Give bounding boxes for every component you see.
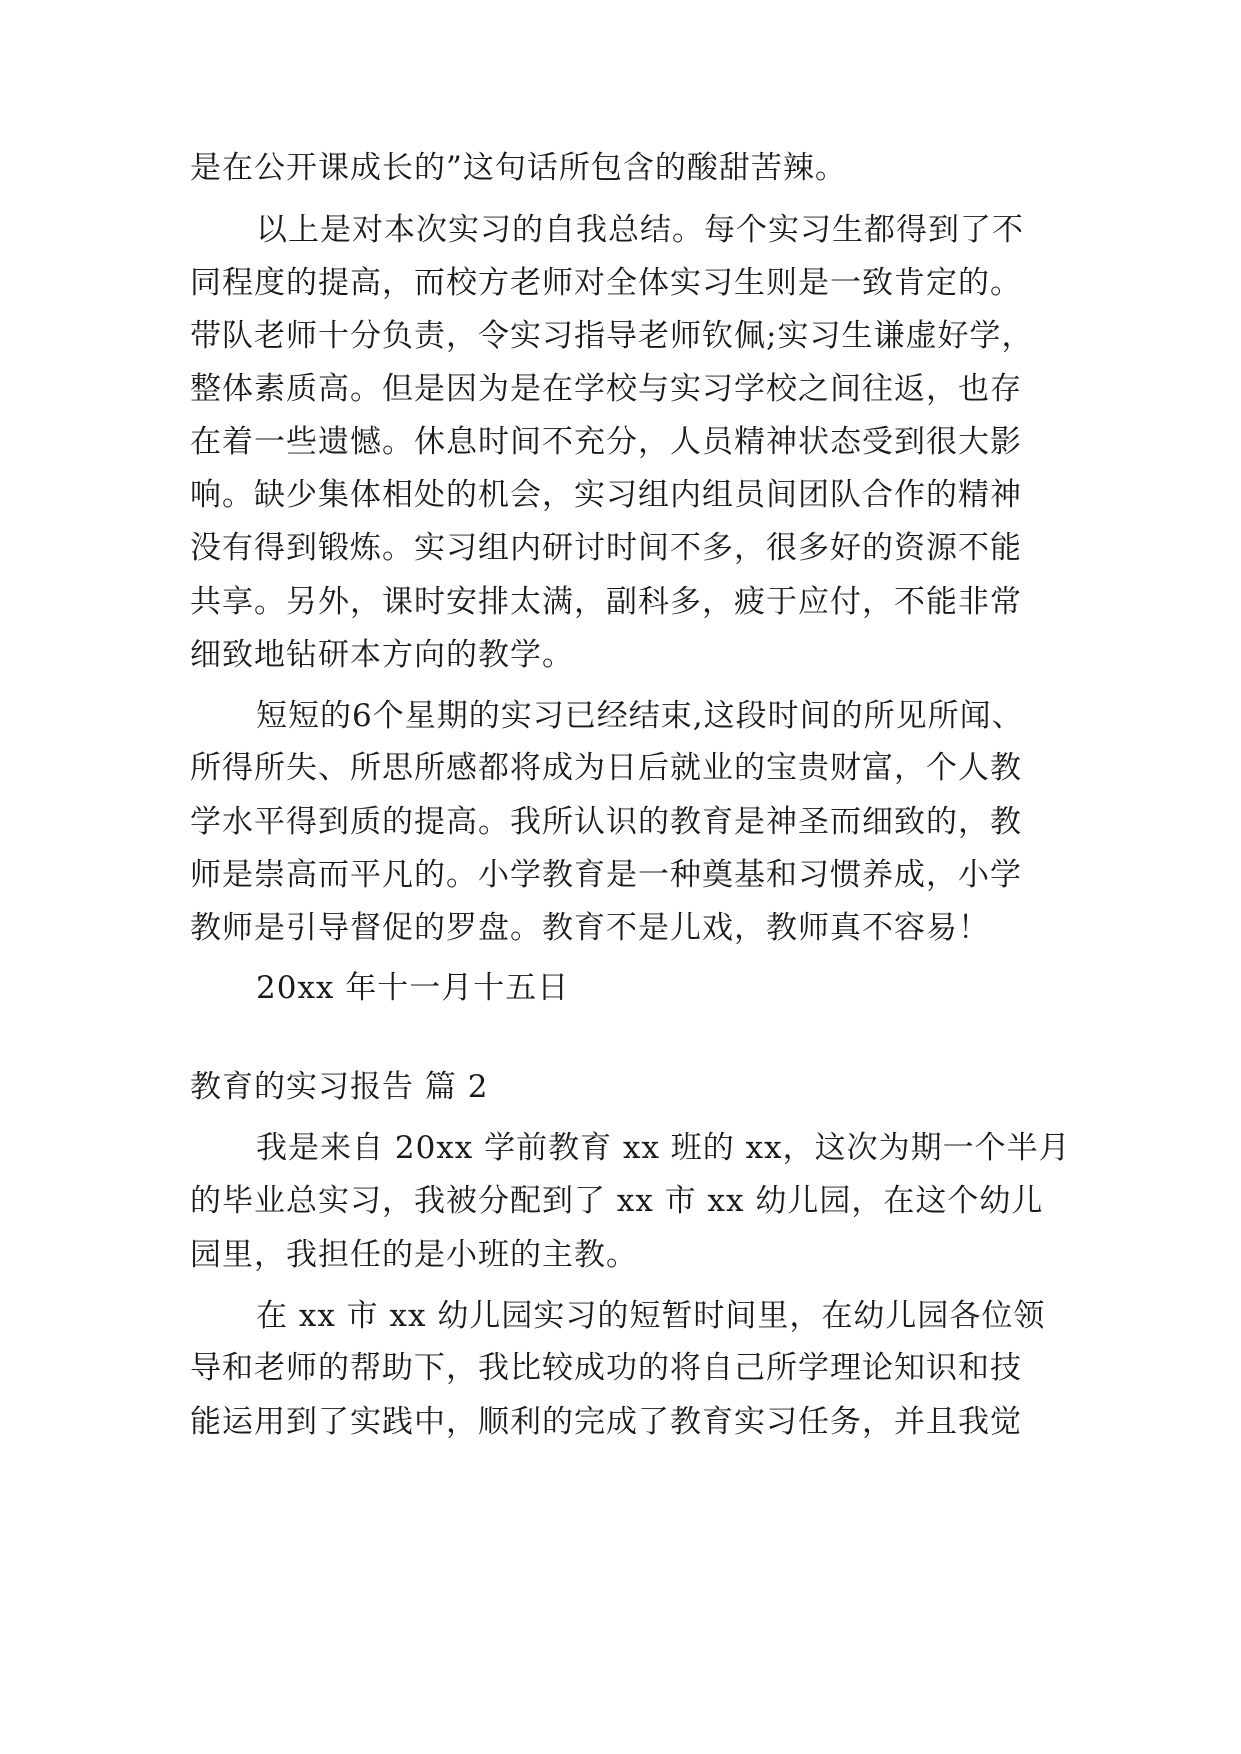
text-line: 师是崇高而平凡的。小学教育是一种奠基和习惯养成，小学 (190, 857, 1022, 893)
text-line: 导和老师的帮助下，我比较成功的将自己所学理论知识和技 (190, 1350, 1022, 1386)
text-line: 以上是对本次实习的自我总结。每个实习生都得到了不 (256, 212, 1024, 248)
text-line: 没有得到锻炼。实习组内研讨时间不多，很多好的资源不能 (190, 530, 1022, 566)
text-line: 在 xx 市 xx 幼儿园实习的短暂时间里，在幼儿园各位领 (256, 1298, 1046, 1334)
text-line: 学水平得到质的提高。我所认识的教育是神圣而细致的，教 (190, 804, 1022, 840)
text-line: 带队老师十分负责，令实习指导老师钦佩;实习生谦虚好学， (190, 318, 1034, 354)
text-line: 共享。另外，课时安排太满，副科多，疲于应付，不能非常 (190, 584, 1022, 620)
text-line: 的毕业总实习，我被分配到了 xx 市 xx 幼儿园，在这个幼儿 (190, 1183, 1044, 1219)
text-line: 所得所失、所思所感都将成为日后就业的宝贵财富，个人教 (190, 750, 1022, 786)
text-line: 园里，我担任的是小班的主教。 (190, 1237, 638, 1273)
text-line: 我是来自 20xx 学前教育 xx 班的 xx，这次为期一个半月 (256, 1130, 1071, 1166)
text-line: 同程度的提高，而校方老师对全体实习生则是一致肯定的。 (190, 265, 1022, 301)
text-line: 短短的6个星期的实习已经结束,这段时间的所见所闻、 (256, 698, 1024, 734)
date-line: 20xx 年十一月十五日 (256, 970, 570, 1006)
text-line: 响。缺少集体相处的机会，实习组内组员间团队合作的精神 (190, 477, 1022, 513)
text-line: 在着一些遗憾。休息时间不充分，人员精神状态受到很大影 (190, 424, 1022, 460)
text-line: 教师是引导督促的罗盘。教育不是儿戏，教师真不容易！ (190, 910, 990, 946)
text-line: 细致地钻研本方向的教学。 (190, 637, 574, 673)
text-line: 整体素质高。但是因为是在学校与实习学校之间往返，也存 (190, 371, 1022, 407)
section-heading: 教育的实习报告 篇 2 (190, 1069, 489, 1105)
text-line: 能运用到了实践中，顺利的完成了教育实习任务，并且我觉 (190, 1404, 1022, 1440)
text-line: 是在公开课成长的”这句话所包含的酸甜苦辣。 (190, 150, 847, 186)
